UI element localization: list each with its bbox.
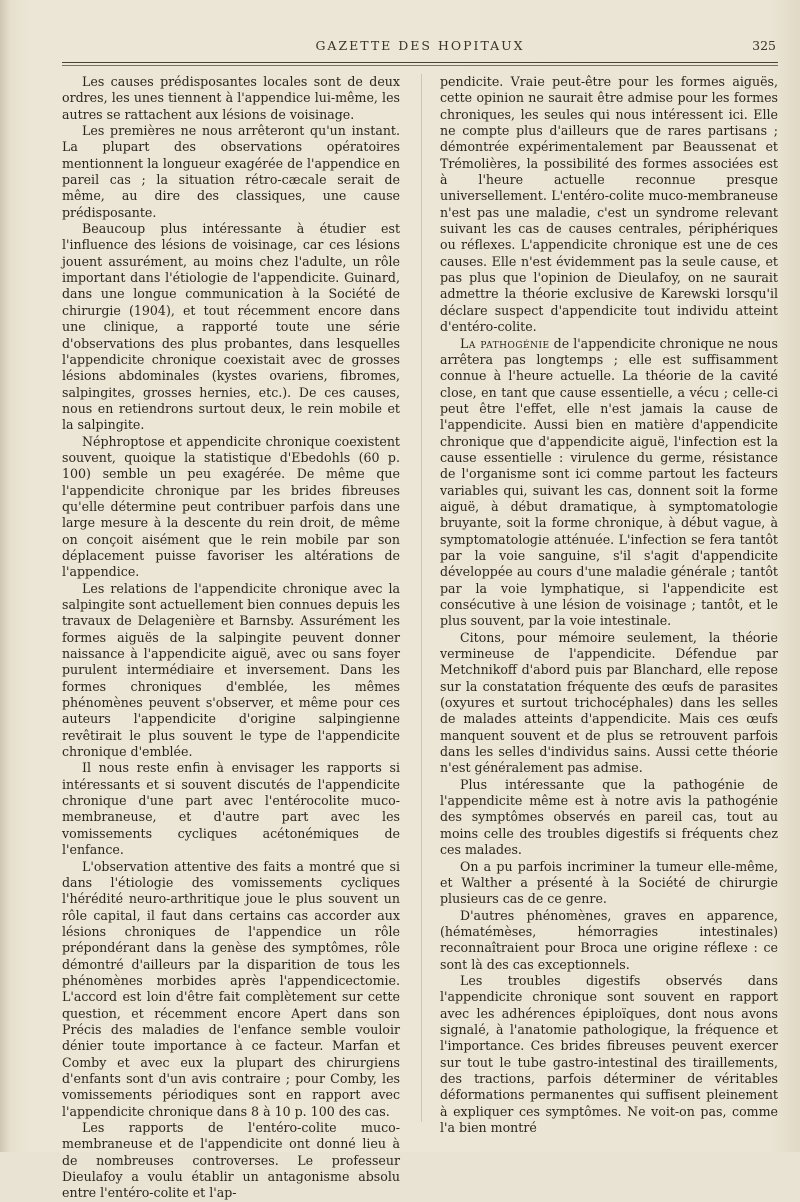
paragraph (62, 221, 400, 433)
running-title: GAZETTE DES HOPITAUX (315, 38, 525, 53)
paragraph-text: D'autres phénomènes, graves en apparence, (hématémèses, hémorragies intestinales) reconnaîtraient pour Broca une origine réflexe : ce sont là des cas exceptionnels. (440, 907, 778, 972)
paragraph (62, 859, 400, 1121)
paragraph-text: Citons, pour mémoire seulement, la théorie vermineuse de l'appendicite. Défendue par Metchnikoff d'abord puis par Blanchard, elle repose sur la constatation fréquente des œufs de parasites (oxyures et surtout trichocéphales) dans les selles de malades atteints d'appendicite. Mais ces œufs manquent souvent et de plus se retrouvent parfois dans les selles d'individus sains. Aussi cette théorie n'est généralement pas admise. (440, 629, 778, 776)
paragraph-text: Les causes prédisposantes locales sont de deux ordres, les unes tiennent à l'appendice lui-même, les autres se rattachent aux lésions de voisinage. (62, 74, 400, 122)
paragraph-text: Les troubles digestifs observés dans l'appendicite chronique sont souvent en rapport avec les adhérences épiploïques, dont nous avons signalé, à l'anatomie pathologique, la fréquence et l'importance. Ces brides fibreuses peuvent exercer sur tout le tube gastro-intestinal des tiraillements, des tractions, parfois déterminer de véritables déformations permanentes qui suffisent pleinement à expliquer ces symptômes. Ne voit-on pas, comme l'a bien montré (440, 972, 778, 1135)
paragraph (62, 74, 400, 123)
page-header (60, 38, 780, 56)
paragraph (62, 581, 400, 761)
paragraph (440, 777, 778, 859)
right-text-column (440, 74, 778, 1136)
section-lead: La pathogénie (460, 335, 550, 351)
paragraph-text: L'observation attentive des faits a montré que si dans l'étiologie des vomissements cycliques l'hérédité neuro-arthritique joue le plus souvent un rôle capital, il faut dans certains cas accorder aux lésions chroniques de l'appendice un rôle prépondérant dans la genèse des symptômes, rôle démontré d'ailleurs par la disparition de tous les phénomènes morbides après l'appendicectomie. L'accord est loin d'être fait complètement sur cette question, et récemment encore Apert dans son Précis des maladies de l'enfance semble vouloir dénier toute importance à ce facteur. Marfan et Comby et avec eux la plupart des chirurgiens d'enfants sont d'un avis contraire ; pour Comby, les vomissements périodiques sont en rapport avec l'appendicite chronique dans 8 à 10 p. 100 des cas. (62, 858, 400, 1119)
paragraph (62, 760, 400, 858)
paragraph-text: Les premières ne nous arrêteront qu'un instant. La plupart des observations opératoires mentionnent la longueur exagérée de l'appendice en pareil cas ; la situation rétro-cæcale serait de même, au dire des classiques, une cause prédisposante. (62, 123, 400, 220)
paragraph-text: Beaucoup plus intéressante à étudier est l'influence des lésions de voisinage, car ces lésions jouent assurément, au moins chez l'adulte, un rôle important dans l'étiologie de l'appendicite. Guinard, dans une longue communication à la Société de chirurgie (1904), et tout récemment encore dans une clinique, a rapporté toute une série d'observations des plus probantes, dans lesquelles l'appendicite chronique coexistait avec de grosses lésions abdominales (kystes ovariens, fibromes, salpingites, grosses hernies, etc.). De ces causes, nous en retiendrons surtout deux, le rein mobile et la salpingite. (62, 221, 400, 433)
paragraph (440, 630, 778, 777)
column-divider (421, 74, 422, 1122)
header-rule (62, 62, 778, 63)
paragraph (440, 336, 778, 630)
left-text-column (62, 74, 400, 1202)
paragraph (62, 1120, 400, 1202)
paragraph (62, 434, 400, 581)
page-number: 325 (752, 38, 776, 53)
paragraph (440, 973, 778, 1136)
paragraph-text: On a pu parfois incriminer la tumeur elle-même, et Walther a présenté à la Société de chirurgie plusieurs cas de ce genre. (440, 858, 778, 907)
paragraph-text: Les rapports de l'entéro-colite muco-membraneuse et de l'appendicite ont donné lieu à de nombreuses controverses. Le professeur Dieulafoy a voulu établir un antagonisme absolu entre l'entéro-colite et l'ap- (62, 1120, 400, 1201)
paragraph-text: Plus intéressante que la pathogénie de l'appendicite même est à notre avis la pathogénie des symptômes observés en pareil cas, tout au moins celle des troubles digestifs si fréquents chez ces malades. (440, 776, 778, 858)
paragraph-text: Il nous reste enfin à envisager les rapports si intéressants et si souvent discutés de l'appendicite chronique d'une part avec l'entérocolite muco-membraneuse, et d'autre part avec les vomissements cycliques acétonémiques de l'enfance. (62, 760, 400, 858)
paragraph (62, 123, 400, 221)
paragraph-text: pendicite. Vraie peut-être pour les formes aiguës, cette opinion ne saurait être admise pour les formes chroniques, les seules qui nous intéressent ici. Elle ne compte plus d'ailleurs que de rares partisans ; démontrée expérimentalement par Beaussenat et Trémolières, la possibilité des formes associées est à l'heure actuelle reconnue presque universellement. L'entéro-colite muco-membraneuse n'est pas une maladie, c'est un syndrome relevant suivant les cas de causes centrales, périphériques ou réflexes. L'appendicite chronique est une de ces causes. Elle n'est évidemment pas la seule cause, et pas plus que l'opinion de Dieulafoy, on ne saurait admettre la théorie exclusive de Karewski lorsqu'il déclare suspect d'appendicite tout individu atteint d'entéro-colite. (440, 74, 778, 335)
header-rule-secondary (62, 65, 778, 66)
paragraph-text: de l'appendicite chronique ne nous arrêtera pas longtemps ; elle est suffisamment connue à l'heure actuelle. La théorie de la cavité close, en tant que cause essentielle, a vécu ; celle-ci peut être l'effet, elle n'est jamais la cause de l'appendicite. Aussi bien en matière d'appendicite chronique que d'appendicite aiguë, l'infection est la cause essentielle : virulence du germe, résistance de l'organisme sont ici comme partout les facteurs variables qui, suivant les cas, donnent soit la forme aiguë, à début dramatique, à symptomatologie bruyante, soit la forme chronique, à début vague, à symptomatologie atténuée. L'infection se fera tantôt par la voie sanguine, s'il s'agit d'appendicite développée au cours d'une maladie générale ; tantôt par la voie lymphatique, si l'appendicite est consécutive à une lésion de voisinage ; tantôt, et le plus souvent, par la voie intestinale. (440, 335, 779, 629)
paragraph (440, 908, 778, 973)
paragraph-text: Les relations de l'appendicite chronique avec la salpingite sont actuellement bien connues depuis les travaux de Delagenière et Barnsby. Assurément les formes aiguës de la salpingite peuvent donner naissance à l'appendicite aiguë, avec ou sans foyer purulent intermédiaire et inversement. Dans les formes chroniques d'emblée, les mêmes phénomènes peuvent s'observer, et même pour ces auteurs l'appendicite d'origine salpingienne revêtirait le plus souvent le type de l'appendicite chronique d'emblée. (62, 580, 400, 760)
paragraph (440, 859, 778, 908)
paragraph (440, 74, 778, 336)
paragraph-text: Néphroptose et appendicite chronique coexistent souvent, quoique la statistique d'Ebedohls (60 p. 100) semble un peu exagérée. De même que l'appendicite chronique par les brides fibreuses qu'elle détermine peut contribuer parfois dans une large mesure à la descente du rein droit, de même on conçoit aisément que le rein mobile par son déplacement puisse favoriser les altérations de l'appendice. (62, 433, 400, 580)
